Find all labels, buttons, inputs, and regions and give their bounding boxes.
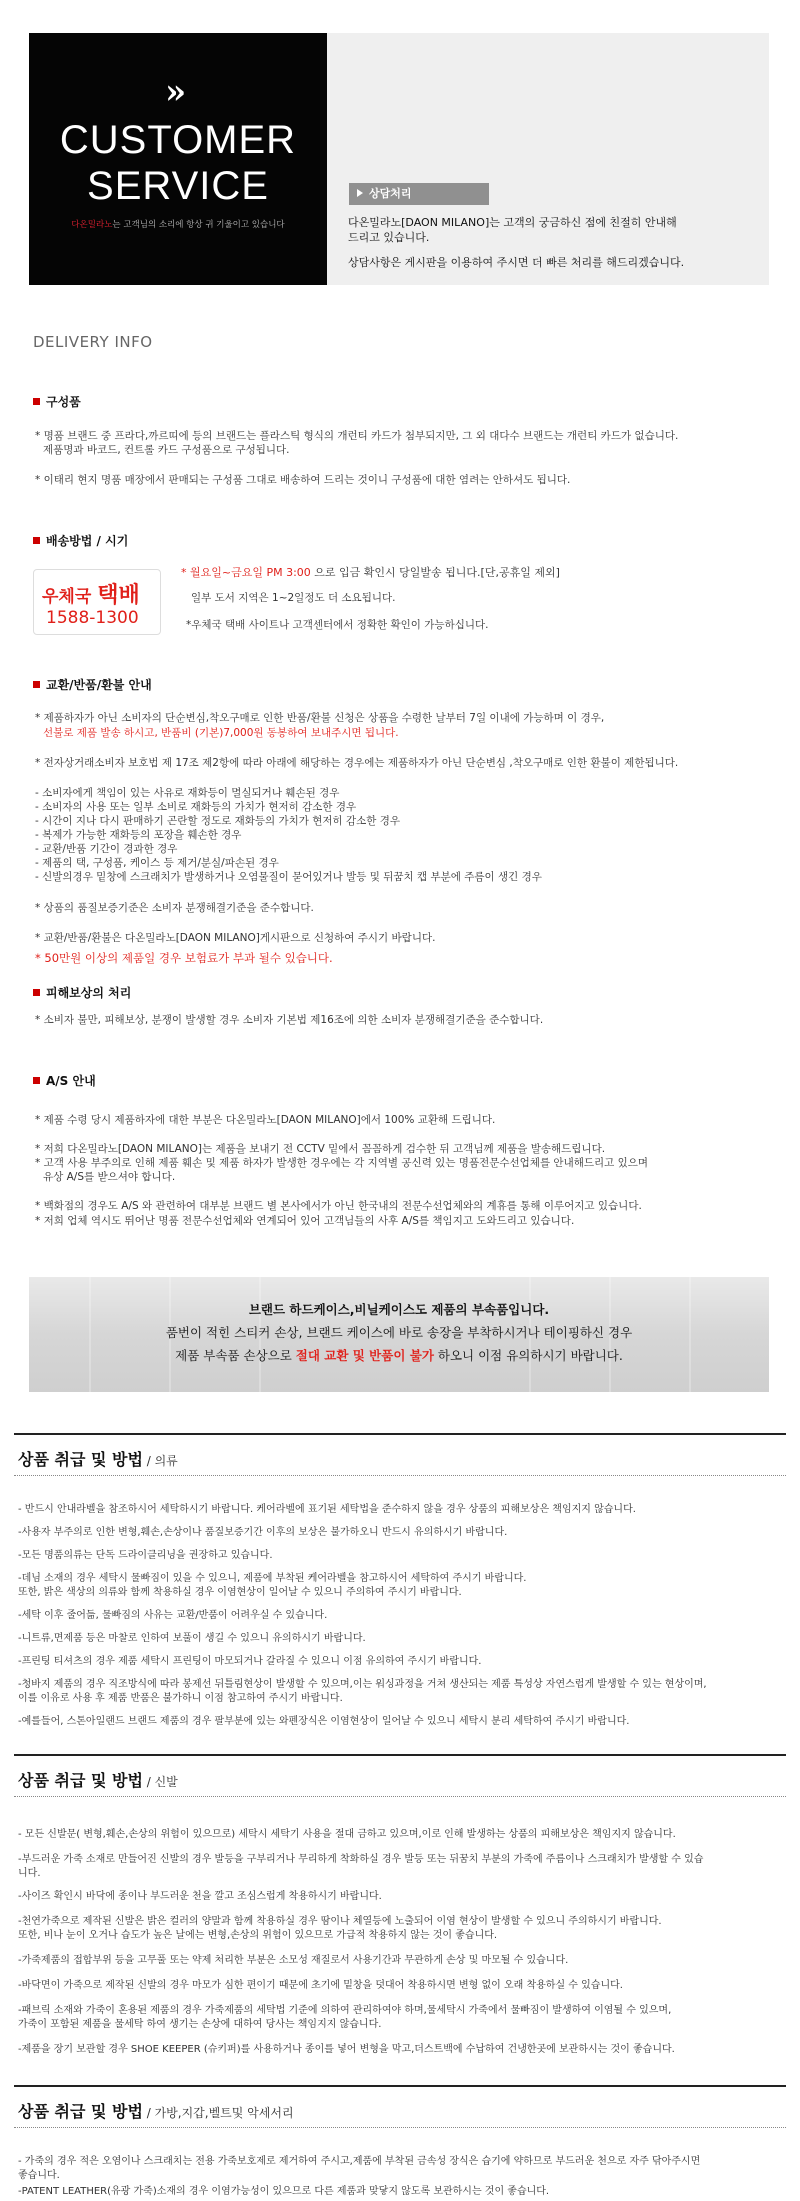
exchange-item-7: - 신발의경우 밑창에 스크래치가 발생하거나 오염물질이 묻어있거나 발등 및 뒤꿈치 캡 부분에 주름이 생긴 경우 bbox=[35, 871, 542, 883]
banner-line-3a: 제품 부속품 손상으로 bbox=[175, 1348, 296, 1363]
hero-subtitle-rest: 는 고객님의 소리에 항상 귀 기울이고 있습니다 bbox=[112, 220, 285, 230]
shipping-line-1 bbox=[181, 564, 560, 580]
care-shoes-line: -부드러운 가죽 소재로 만들어진 신발의 경우 발등을 구부리거나 무리하게 착화하실 경우 발등 또는 뒤꿈치 부분의 가죽에 주름이나 스크래치가 발생할 수 있습 bbox=[18, 1854, 704, 1865]
section-as-title bbox=[33, 1072, 96, 1089]
shipping-time: * 월요일~금요일 PM 3:00 bbox=[181, 566, 311, 579]
compensation-line-1: * 소비자 불만, 피해보상, 분쟁이 발생할 경우 소비자 기본법 제16조에 의한 소비자 분쟁해결기준을 준수합니다. bbox=[35, 1014, 544, 1026]
triangle-right-icon bbox=[357, 189, 363, 197]
care-shoes-line: -패브릭 소재와 가죽이 혼용된 제품의 경우 가죽제품의 세탁법 기준에 의하여 관리하여야 하며,물세탁시 가죽에서 물빠짐이 발생하여 이염될 수 있으며, bbox=[18, 2005, 672, 2016]
as-line-5: * 백화점의 경우도 A/S 와 관련하여 대부분 브랜드 별 본사에서가 아닌 한국내의 전문수선업체와의 계휴를 통해 이루어지고 있습니다. bbox=[35, 1200, 642, 1212]
hero-subtitle-brand: 다온밀라노 bbox=[71, 220, 113, 230]
components-line-3: * 이태리 현지 명품 매장에서 판매되는 구성품 그대로 배송하여 드리는 것이니 구성품에 대한 염려는 안하셔도 됩니다. bbox=[35, 474, 571, 486]
shipping-line-3: *우체국 택배 사이트나 고객센터에서 정확한 확인이 가능하십니다. bbox=[186, 619, 489, 631]
post-logo-name: 우체국 bbox=[42, 587, 92, 607]
section-exchange-title bbox=[33, 676, 152, 693]
care-clothing-line: -데님 소재의 경우 세탁시 물빠짐이 있을 수 있으니, 제품에 부착된 케어라벨을 참고하시어 세탁하여 주시기 바랍니다. bbox=[18, 1573, 527, 1584]
red-square-icon bbox=[33, 1077, 40, 1084]
care-clothing-line: 이를 이유로 사용 후 제품 반품은 불가하니 이점 참고하여 주시기 바랍니다. bbox=[18, 1693, 343, 1704]
section-title-text: 배송방법 / 시기 bbox=[46, 534, 129, 548]
care-title-text: 상품 취급 및 방법 bbox=[18, 2102, 143, 2121]
care-clothing-line: -모든 명품의류는 단독 드라이클리닝을 권장하고 있습니다. bbox=[18, 1550, 273, 1561]
components-line-2: 제품명과 바코드, 컨트롤 카드 구성품으로 구성됩니다. bbox=[43, 444, 290, 456]
hero-title-customer: CUSTOMER bbox=[59, 118, 297, 162]
dotted-divider bbox=[14, 2127, 786, 2128]
dotted-divider bbox=[14, 1475, 786, 1476]
divider bbox=[14, 1754, 786, 1756]
care-shoes-line: -사이즈 확인시 바닥에 종이나 부드러운 천을 깔고 조심스럽게 착용하시기 바랍니다. bbox=[18, 1891, 382, 1902]
care-bags-title bbox=[18, 2099, 294, 2122]
care-subtitle: / 의류 bbox=[142, 1454, 178, 1468]
as-line-4: 유상 A/S를 받으셔야 합니다. bbox=[43, 1171, 176, 1183]
care-bags-line: - 가죽의 경우 적은 오염이나 스크래치는 전용 가죽보호제로 제거하여 주시고,제품에 부착된 금속성 장식은 습기에 약하므로 부드러운 천으로 자주 닦아주시면 bbox=[18, 2156, 701, 2167]
divider bbox=[14, 1433, 786, 1435]
shipping-line-1-rest: 으로 입금 확인시 당일발송 됩니다.[단,공휴일 제외] bbox=[310, 566, 560, 579]
consult-tag-label: 상담처리 bbox=[369, 187, 412, 200]
exchange-item-2: - 소비자의 사용 또는 일부 소비로 재화등의 가치가 현저히 감소한 경우 bbox=[35, 801, 357, 813]
care-shoes-line: 또한, 비나 눈이 오거나 습도가 높은 날에는 변형,손상의 위험이 있으므로 가급적 착용하지 않는 것이 좋습니다. bbox=[18, 1930, 498, 1941]
as-line-3: * 고객 사용 부주의로 인해 제품 훼손 및 제품 하자가 발생한 경우에는 각 지역별 공신력 있는 명품전문수선업체를 안내해드리고 있으며 bbox=[35, 1157, 649, 1169]
care-clothing-line: -프린팅 티셔츠의 경우 제품 세탁시 프린팅이 마모되거나 갈라질 수 있으니 이점 유의하여 주시기 바랍니다. bbox=[18, 1656, 482, 1667]
exchange-line-1: * 제품하자가 아닌 소비자의 단순변심,착오구매로 인한 반품/환불 신청은 상품을 수령한 날부터 7일 이내에 가능하며 이 경우, bbox=[35, 712, 605, 724]
care-clothing-line: -청바지 제품의 경우 직조방식에 따라 봉제선 뒤틀림현상이 발생할 수 있으며,이는 워싱과정을 거쳐 생산되는 제품 특성상 자연스럽게 발생할 수 있는 현상이며, bbox=[18, 1679, 707, 1690]
exchange-item-6: - 제품의 택, 구성품, 케이스 등 제거/분실/파손된 경우 bbox=[35, 857, 279, 869]
care-clothing-title bbox=[18, 1447, 178, 1470]
care-title-text: 상품 취급 및 방법 bbox=[18, 1450, 143, 1469]
hero-text-2: 드리고 있습니다. bbox=[348, 231, 430, 244]
care-shoes-line: 니다. bbox=[18, 1868, 41, 1879]
hero-subtitle bbox=[29, 218, 327, 230]
banner-line-3c: 하오니 이점 유의하시기 바랍니다. bbox=[433, 1348, 623, 1363]
care-subtitle: / 가방,지갑,벨트및 악세서리 bbox=[142, 2106, 294, 2120]
care-clothing-line: 또한, 밝은 색상의 의류와 함께 착용하실 경우 이염현상이 일어날 수 있으니 주의하여 주시기 바랍니다. bbox=[18, 1587, 462, 1598]
exchange-item-4: - 복제가 가능한 재화등의 포장을 훼손한 경우 bbox=[35, 829, 242, 841]
care-shoes-line: 가죽이 포함된 제품을 물세탁 하여 생기는 손상에 대하여 당사는 책임지지 않습니다. bbox=[18, 2019, 382, 2030]
post-office-phone: 1588-1300 bbox=[46, 608, 139, 628]
section-title-text: A/S 안내 bbox=[46, 1074, 96, 1088]
red-square-icon bbox=[33, 537, 40, 544]
exchange-line-2: 선불로 제품 발송 하시고, 반품비 (기본)7,000원 동봉하여 보내주시면 됩니다. bbox=[43, 727, 399, 739]
care-shoes-line: -천연가죽으로 제작된 신발은 밝은 컬러의 양말과 함께 착용하실 경우 땀이나 체열등에 노출되어 이염 현상이 발생할 수 있으니 주의하시기 바랍니다. bbox=[18, 1916, 662, 1927]
care-shoes-line: -바닥면이 가죽으로 제작된 신발의 경우 마모가 심한 편이기 때문에 초기에 밑창을 덧대어 착용하시면 변형 없이 오래 착용하실 수 있습니다. bbox=[18, 1980, 623, 1991]
red-square-icon bbox=[33, 989, 40, 996]
as-line-6: * 저희 업체 역시도 뛰어난 명품 전문수선업체와 연계되어 있어 고객님들의 사후 A/S를 책임지고 도와드리고 있습니다. bbox=[35, 1215, 575, 1227]
banner-line-3b: 절대 교환 및 반품이 불가 bbox=[295, 1348, 434, 1363]
care-shoes-title bbox=[18, 1768, 178, 1791]
banner-line-3 bbox=[29, 1346, 769, 1364]
section-title-text: 교환/반품/환불 안내 bbox=[46, 678, 152, 692]
exchange-line-4: * 상품의 품질보증기준은 소비자 분쟁해결기준을 준수합니다. bbox=[35, 902, 314, 914]
section-compensation-title bbox=[33, 984, 131, 1001]
care-bags-line: -PATENT LEATHER(유광 가죽)소재의 경우 이염가능성이 있으므로 다른 제품과 맞닿지 않도록 보관하시는 것이 좋습니다. bbox=[18, 2186, 550, 2197]
care-shoes-line: -가죽제품의 접합부위 등을 고무풀 또는 약제 처리한 부분은 소모성 재질로서 사용기간과 무관하게 손상 및 마모될 수 있습니다. bbox=[18, 1955, 569, 1966]
care-bags-line: 좋습니다. bbox=[18, 2170, 60, 2181]
post-office-logo-text bbox=[42, 578, 140, 609]
shipping-line-2: 일부 도서 지역은 1~2일정도 더 소요됩니다. bbox=[191, 592, 396, 604]
banner-line-2: 품번이 적힌 스티커 손상, 브랜드 케이스에 바로 송장을 부착하시거나 테이핑하신 경우 bbox=[165, 1325, 633, 1340]
consult-tag bbox=[349, 183, 489, 205]
care-clothing-line: -예를들어, 스톤아일랜드 브랜드 제품의 경우 팔부분에 있는 와펜장식은 이염현상이 일어날 수 있으니 세탁시 분리 세탁하여 주시기 바랍니다. bbox=[18, 1716, 630, 1727]
exchange-line-6: * 50만원 이상의 제품일 경우 보험료가 부과 될수 있습니다. bbox=[35, 951, 333, 965]
section-shipping-title bbox=[33, 532, 128, 549]
section-title-text: 피해보상의 처리 bbox=[46, 986, 132, 1000]
care-shoes-line: - 모든 신발문( 변형,훼손,손상의 위험이 있으므로) 세탁시 세탁기 사용을 절대 금하고 있으며,이로 인해 발생하는 상품의 피해보상은 책임지지 않습니다. bbox=[18, 1829, 676, 1840]
care-subtitle: / 신발 bbox=[142, 1775, 178, 1789]
care-clothing-line: -세탁 이후 줄어듦, 물빠짐의 사유는 교환/반품이 어려우실 수 있습니다. bbox=[18, 1610, 328, 1621]
exchange-item-1: - 소비자에게 책임이 있는 사유로 재화등이 멸실되거나 훼손된 경우 bbox=[35, 787, 340, 799]
as-line-2: * 저희 다온밀라노[DAON MILANO]는 제품을 보내기 전 CCTV 밑에서 꼼꼼하게 검수한 뒤 고객님께 제품을 발송해드립니다. bbox=[35, 1143, 606, 1155]
care-clothing-line: - 반드시 안내라벨을 참조하시어 세탁하시기 바랍니다. 케어라벨에 표기된 세탁법을 준수하지 않을 경우 상품의 피해보상은 책임지지 않습니다. bbox=[18, 1504, 636, 1515]
chevron-icon: » bbox=[165, 72, 187, 112]
delivery-info-title: DELIVERY INFO bbox=[33, 333, 153, 351]
exchange-line-5: * 교환/반품/환불은 다온밀라노[DAON MILANO]게시판으로 신청하여 주시기 바랍니다. bbox=[35, 932, 436, 944]
as-line-1: * 제품 수령 당시 제품하자에 대한 부분은 다온밀라노[DAON MILANO]에서 100% 교환해 드립니다. bbox=[35, 1114, 496, 1126]
care-title-text: 상품 취급 및 방법 bbox=[18, 1771, 143, 1790]
section-title-text: 구성품 bbox=[46, 395, 81, 409]
care-clothing-line: -니트류,면제품 등은 마찰로 인하여 보풀이 생길 수 있으니 유의하시기 바랍니다. bbox=[18, 1633, 366, 1644]
post-logo-parcel: 택배 bbox=[97, 583, 140, 608]
exchange-line-3: * 전자상거래소비자 보호법 제 17조 제2항에 따라 아래에 해당하는 경우에는 제품하자가 아닌 단순변심 ,착오구매로 인한 환불이 제한됩니다. bbox=[35, 757, 679, 769]
red-square-icon bbox=[33, 398, 40, 405]
red-square-icon bbox=[33, 681, 40, 688]
dotted-divider bbox=[14, 1796, 786, 1797]
hero-title-service: SERVICE bbox=[87, 164, 269, 208]
exchange-item-3: - 시간이 지나 다시 판매하기 곤란할 정도로 재화등의 가치가 현저히 감소한 경우 bbox=[35, 815, 401, 827]
hero-text-3: 상담사항은 게시판을 이용하여 주시면 더 빠른 처리를 해드리겠습니다. bbox=[348, 256, 685, 269]
divider bbox=[14, 2085, 786, 2087]
exchange-item-5: - 교환/반품 기간이 경과한 경우 bbox=[35, 843, 178, 855]
banner-line-1: 브랜드 하드케이스,비닐케이스도 제품의 부속품입니다. bbox=[248, 1302, 550, 1317]
components-line-1: * 명품 브랜드 중 프라다,까르띠에 등의 브랜드는 플라스틱 형식의 개런티 카드가 첨부되지만, 그 외 대다수 브랜드는 개런티 카드가 없습니다. bbox=[35, 430, 679, 442]
hero-text-1: 다온밀라노[DAON MILANO]는 고객의 궁금하신 점에 친절히 안내해 bbox=[348, 216, 677, 229]
section-components-title bbox=[33, 393, 81, 410]
care-shoes-line: -제품을 장기 보관할 경우 SHOE KEEPER (슈키퍼)를 사용하거나 종이를 넣어 변형을 막고,더스트백에 수납하여 건냉한곳에 보관하시는 것이 좋습니다. bbox=[18, 2044, 675, 2055]
care-clothing-line: -사용자 부주의로 인한 변형,훼손,손상이나 품질보증기간 이후의 보상은 불가하오니 반드시 유의하시기 바랍니다. bbox=[18, 1527, 508, 1538]
